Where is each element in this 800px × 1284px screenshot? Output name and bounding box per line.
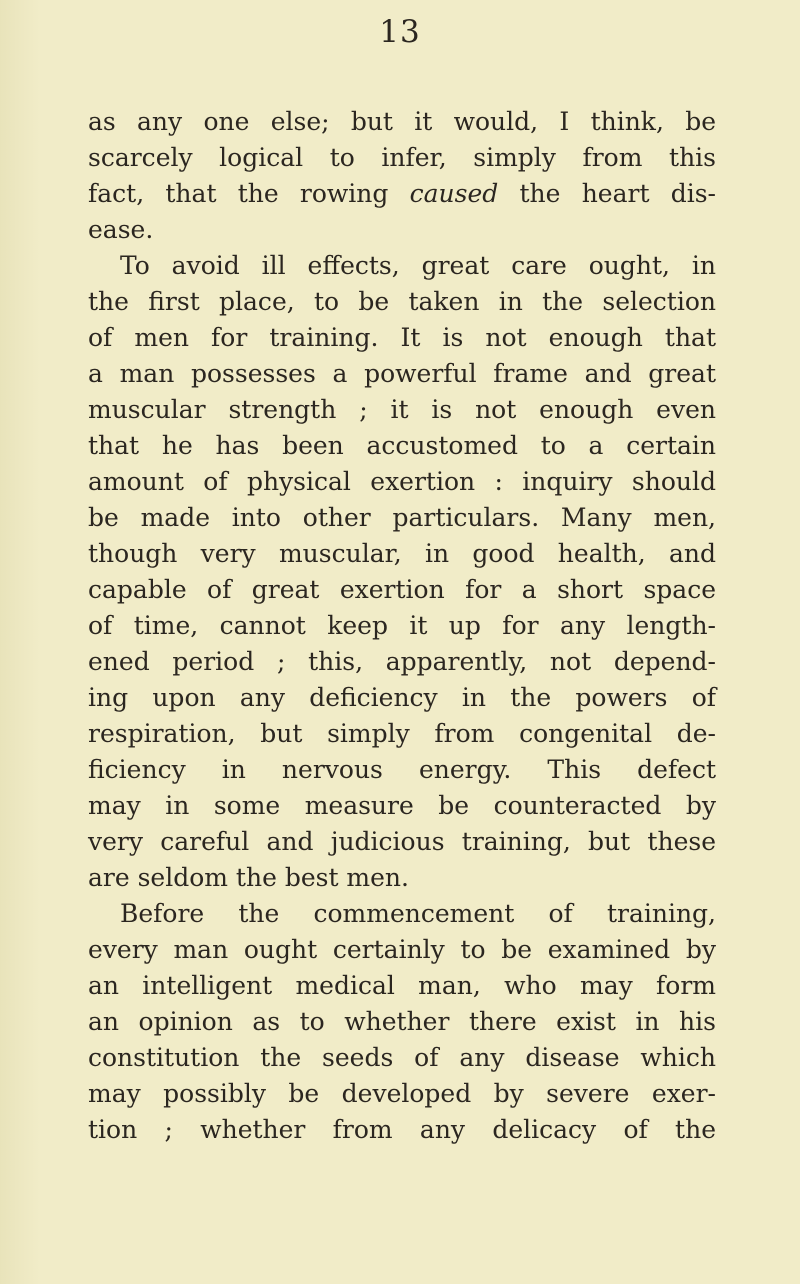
paragraph-start-line: Before the commencement of training, (120, 899, 716, 928)
text-line: muscular strength ; it is not enough even (88, 395, 716, 424)
page-edge-shading (0, 0, 40, 1284)
text-run: fact, that the rowing (88, 179, 410, 208)
page-number: 13 (379, 14, 421, 50)
body-text (88, 104, 716, 1148)
italic-word: caused (409, 179, 499, 208)
text-line: every man ought certainly to be examined by (88, 935, 716, 964)
text-line: the first place, to be taken in the selection (88, 287, 716, 316)
text-line: ing upon any deficiency in the powers of (88, 683, 716, 712)
text-line: as any one else; but it would, I think, be (88, 107, 716, 136)
text-line: constitution the seeds of any disease which (88, 1043, 716, 1072)
text-line: ficiency in nervous energy. This defect (88, 755, 716, 784)
text-line: are seldom the best men. (88, 863, 409, 892)
text-run: the heart dis- (498, 179, 717, 208)
text-line: ened period ; this, apparently, not depend- (88, 647, 716, 676)
text-line: may in some measure be counteracted by (88, 791, 716, 820)
text-line: though very muscular, in good health, and (88, 539, 716, 568)
text-line: may possibly be developed by severe exer- (88, 1079, 716, 1108)
paragraph-start-line: To avoid ill effects, great care ought, in (120, 251, 716, 280)
text-line: capable of great exertion for a short space (88, 575, 716, 604)
text-line: respiration, but simply from congenital de- (88, 719, 716, 748)
text-line: of men for training. It is not enough that (88, 323, 716, 352)
text-line: tion ; whether from any delicacy of the (88, 1115, 716, 1144)
text-line (88, 176, 716, 212)
text-line: ease. (88, 215, 154, 244)
text-line: of time, cannot keep it up for any length- (88, 611, 716, 640)
text-line: a man possesses a powerful frame and great (88, 359, 716, 388)
text-line: an intelligent medical man, who may form (88, 971, 716, 1000)
text-line: scarcely logical to infer, simply from this (88, 143, 716, 172)
text-line: be made into other particulars. Many men, (88, 503, 716, 532)
text-line: an opinion as to whether there exist in his (88, 1007, 716, 1036)
text-line: amount of physical exertion : inquiry should (88, 467, 716, 496)
text-line: very careful and judicious training, but these (88, 827, 716, 856)
text-line: that he has been accustomed to a certain (88, 431, 716, 460)
